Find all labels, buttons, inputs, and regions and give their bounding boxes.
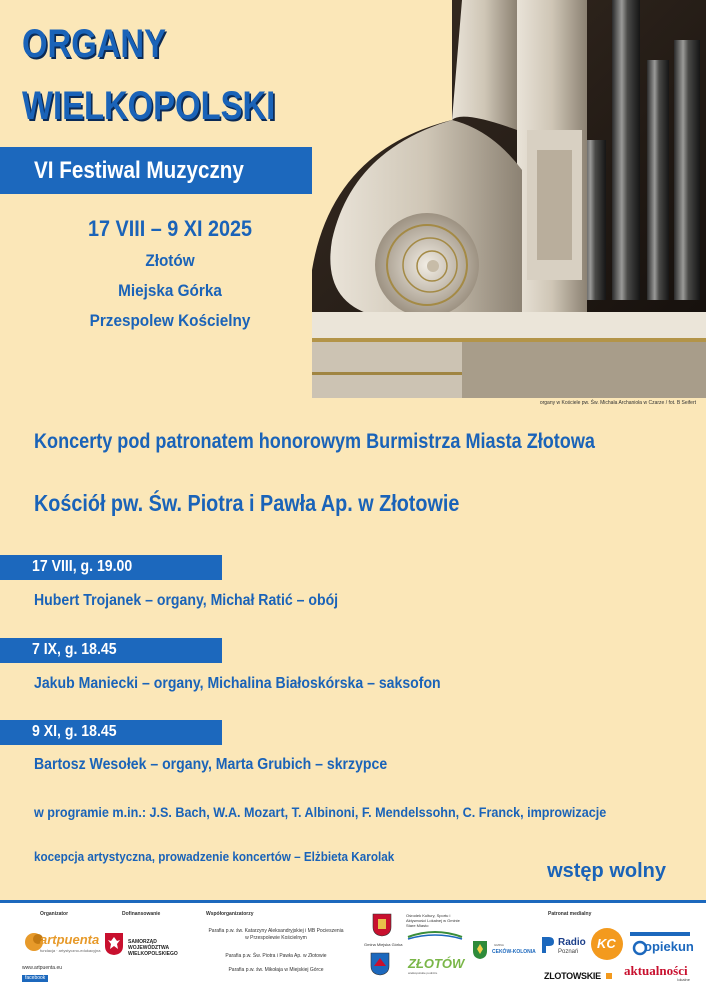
zlotowskie-logo [544,966,624,980]
opiekun-strip [630,932,690,936]
concert-performers: Jakub Maniecki – organy, Michalina Białoskórska – saksofon [34,675,441,692]
artpuenta-logo[interactable] [22,930,101,954]
zlotow-crest-icon [370,952,390,976]
artistic-concept: kocepcja artystyczna, prowadzenie koncertów – Elżbieta Karolak [34,849,395,864]
zlotow-name: ZŁOTÓW [408,956,465,971]
opiekun-logo [630,930,692,960]
artpuenta-subtitle: fundacja · artystyczno-edukacyjna [40,948,101,953]
concert-performers: Bartosz Wesołek – organy, Marta Grubich – skrzypce [34,756,388,773]
radio-subtitle: Poznań [558,949,579,955]
cekow-name: CEKÓW-KOLONIA [492,949,536,955]
festival-label: VI Festiwal Muzyczny [34,157,244,184]
parish-miejska-gorka: Parafia p.w. św. Mikołaja w Miejskiej Górce [228,967,324,973]
organ-photo [312,0,706,398]
radio-mark-icon [540,935,556,955]
osrodek-swoosh-icon [406,929,464,941]
concert-date-banner [0,720,222,745]
aktualnosci-logo [624,963,690,987]
zlotow-subtitle: wielkopolskie podróże [408,971,438,975]
concert-date: 7 IX, g. 18.45 [32,641,117,658]
free-entry-label: wstęp wolny [547,860,666,882]
samorzad-name: SAMORZĄD WOJEWÓDZTWA WIELKOPOLSKIEGO [128,939,178,957]
opiekun-name: opiekun [644,939,694,954]
media-patron-label: Patronat medialny [548,911,592,917]
radio-poznan-logo [540,935,586,959]
place-zlotow: Złotów [145,251,195,270]
patronage-headline: Koncerty pod patronatem honorowym Burmistrza Miasta Złotowa [34,430,595,453]
parish-zlotow: Parafia p.w. Św. Piotra i Pawła Ap. w Złotowie [225,953,327,959]
concert-date: 17 VIII, g. 19.00 [32,558,133,575]
organizer-label: Organizator [40,911,69,917]
parish-przespolew: Parafia p.w. św. Katarzyny Aleksandryjskiej i MB Pocieszenia w Przespolewie Kościelnym [208,928,344,941]
gmina-crest-icon [372,913,392,937]
cekow-subtitle: GMINA [494,943,504,947]
concert-date-banner [0,555,222,580]
place-miejska-gorka: Miejska Górka [118,281,222,300]
zlotowskie-name: ZLOTOWSKIE [544,971,601,981]
osrodek-name: Ośrodek Kultury, Sportu i Aktywności Lokalnej w Gminie Stare Miasto [406,913,460,928]
hero-info [40,216,300,336]
kc-label: KC [597,936,616,951]
concert-date: 9 XI, g. 18.45 [32,723,117,740]
place-przespolew: Przespolew Kościelny [89,311,251,330]
facebook-badge[interactable]: facebook [22,975,48,982]
venue-headline: Kościół pw. Św. Piotra i Pawła Ap. w Złotowie [34,490,460,516]
radio-name: Radio [558,937,586,948]
aktualnosci-subtitle: lokalne [677,977,690,982]
cofinance-label: Dofinansowanie [122,911,161,917]
photo-caption: organy w Kościele pw. Św. Michała Archanioła w Czarze / fot. B Seifert [539,400,696,406]
footer-divider [0,900,706,903]
gmina-miejska-gorka-logo [364,913,403,947]
kc-badge-logo [591,928,623,960]
zlotowskie-dot [606,973,612,979]
zlotow-crest [370,952,390,981]
artpuenta-name: artpuenta [40,932,100,947]
cekow-kolonia-logo [472,940,534,966]
concert-performers: Hubert Trojanek – organy, Michał Ratić – obój [34,592,339,609]
program-list: w programie m.in.: J.S. Bach, W.A. Mozart, T. Albinoni, F. Mendelssohn, C. Franck, improwizacje [34,804,607,820]
concert-date-banner [0,638,222,663]
zlotow-logo [408,956,464,982]
eagle-crest-icon [104,932,124,956]
cekow-crest-icon [472,940,488,960]
copartners-label: Współorganizatorzy [206,911,254,917]
gmina-miejska-gorka-name: Gmina Miejska Górka [364,942,403,947]
title-line-1: ORGANY [22,22,166,66]
title-line-2: WIELKOPOLSKI [22,84,276,128]
organ-detail-illustration [312,0,706,398]
artpuenta-url[interactable]: www.artpuenta.eu [22,965,63,971]
samorzad-logo [104,932,199,960]
festival-dates: 17 VIII – 9 XI 2025 [87,216,253,241]
aktualnosci-name: aktualności [624,963,688,978]
osrodek-kultury-logo [406,913,468,947]
